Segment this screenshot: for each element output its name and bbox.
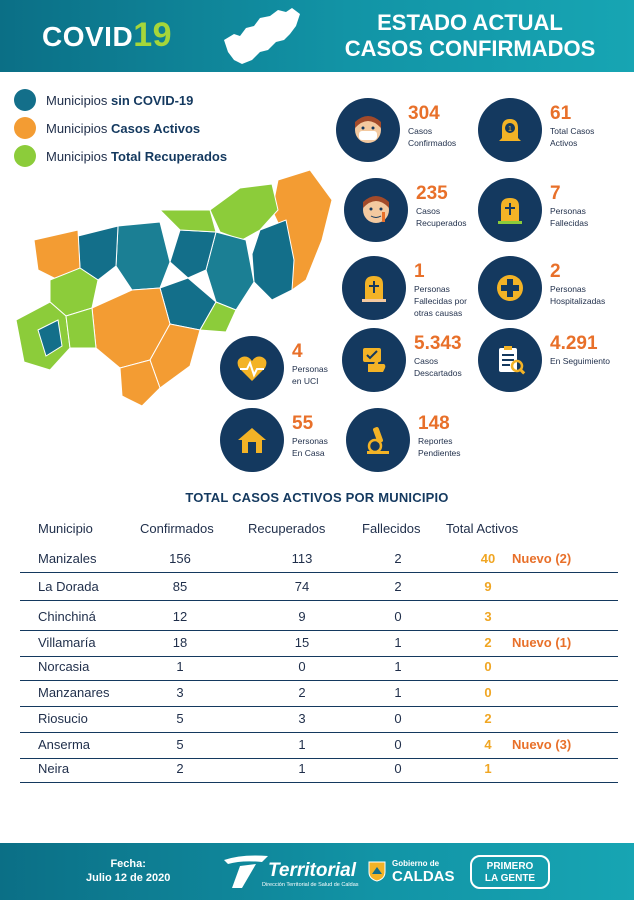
- tombstone-icon: [478, 178, 542, 242]
- gobierno-label: Gobierno de: [392, 859, 440, 868]
- cell-total-activos: 0: [484, 685, 492, 700]
- cell-municipio: La Dorada: [38, 579, 99, 594]
- table-title: TOTAL CASOS ACTIVOS POR MUNICIPIO: [185, 490, 449, 505]
- green-dot-icon: [14, 145, 36, 167]
- table-header: [0, 519, 634, 541]
- col-total-activos: Total Activos: [446, 521, 519, 536]
- cell-municipio: Norcasia: [38, 659, 90, 674]
- svg-text:1: 1: [508, 126, 512, 133]
- cell-fallecidos: 0: [394, 761, 402, 776]
- cell-recuperados: 1: [298, 761, 306, 776]
- table-row: [20, 657, 618, 681]
- cell-total-activos: 0: [484, 659, 492, 674]
- primero-la-gente-badge: PRIMERO LA GENTE: [470, 855, 550, 889]
- stat-fallecidos: 7 Personas Fallecidas: [478, 178, 588, 242]
- cell-recuperados: 2: [298, 685, 306, 700]
- table-row: [20, 681, 618, 707]
- stat-otras-causas: 1 Personas Fallecidas por otras causas: [342, 256, 467, 320]
- teal-dot-icon: [14, 89, 36, 111]
- stat-pendientes: 148 Reportes Pendientes: [346, 408, 461, 472]
- table-row: [20, 733, 618, 759]
- stat-activos: 1 61 Total Casos Activos: [478, 98, 594, 162]
- cell-confirmados: 18: [172, 635, 188, 650]
- cell-fallecidos: 2: [394, 579, 402, 594]
- thumbs-up-checklist-icon: [342, 328, 406, 392]
- cell-total-activos: 2: [484, 711, 492, 726]
- cell-municipio: Chinchiná: [38, 609, 96, 624]
- legend-item-sin-covid: Municipios sin COVID-19: [14, 86, 227, 114]
- cell-confirmados: 85: [172, 579, 188, 594]
- table-row: [20, 759, 618, 783]
- mask-face-icon: [336, 98, 400, 162]
- cell-total-activos: 1: [484, 761, 492, 776]
- table-row: [20, 573, 618, 601]
- cell-municipio: Riosucio: [38, 711, 88, 726]
- legend-item-recuperados: Municipios Total Recuperados: [14, 142, 227, 170]
- col-confirmados: Confirmados: [140, 521, 214, 536]
- caldas-label: CALDAS: [392, 868, 455, 885]
- cell-confirmados: 5: [176, 711, 184, 726]
- cell-municipio: Neira: [38, 761, 70, 776]
- cell-recuperados: 9: [298, 609, 306, 624]
- tombstone-icon: [342, 256, 406, 320]
- cell-confirmados: 5: [176, 737, 184, 752]
- covid19-logo: COVID19: [42, 16, 173, 54]
- caldas-shield-icon: [368, 860, 386, 882]
- cell-nuevo: Nuevo (2): [512, 551, 572, 566]
- cell-recuperados: 0: [298, 659, 306, 674]
- col-fallecidos: Fallecidos: [362, 521, 421, 536]
- table-row: [20, 631, 618, 657]
- cell-confirmados: 3: [176, 685, 184, 700]
- heartbeat-icon: [220, 336, 284, 400]
- cell-recuperados: 15: [294, 635, 310, 650]
- cell-fallecidos: 2: [394, 551, 402, 566]
- caldas-outline-icon: [220, 6, 304, 68]
- territorial-name: Territorial: [268, 860, 356, 881]
- cell-recuperados: 1: [298, 737, 306, 752]
- stat-casa: 55 Personas En Casa: [220, 408, 328, 472]
- cell-municipio: Villamaría: [38, 635, 96, 650]
- cell-total-activos: 9: [484, 579, 492, 594]
- cell-confirmados: 2: [176, 761, 184, 776]
- table-row: [20, 603, 618, 631]
- medical-cross-icon: [478, 256, 542, 320]
- cell-recuperados: 3: [298, 711, 306, 726]
- stat-seguimiento: 4.291 En Seguimiento: [478, 328, 610, 392]
- table-row: [20, 707, 618, 733]
- stat-descartados: 5.343 Casos Descartados: [342, 328, 462, 392]
- legend-item-activos: Municipios Casos Activos: [14, 114, 227, 142]
- cell-fallecidos: 0: [394, 711, 402, 726]
- house-icon: [220, 408, 284, 472]
- date-block: Fecha: Julio 12 de 2020: [86, 858, 171, 884]
- stat-confirmados: 304 Casos Confirmados: [336, 98, 456, 162]
- stat-recuperados: 235 Casos Recuperados: [344, 178, 467, 242]
- cell-nuevo: Nuevo (1): [512, 635, 572, 650]
- orange-dot-icon: [14, 117, 36, 139]
- cell-total-activos: 3: [484, 609, 492, 624]
- stat-hospitalizados: 2 Personas Hospitalizadas: [478, 256, 605, 320]
- thermometer-face-icon: [344, 178, 408, 242]
- cell-municipio: Manizales: [38, 551, 97, 566]
- cell-total-activos: 4: [484, 737, 492, 752]
- cell-fallecidos: 1: [394, 685, 402, 700]
- cell-recuperados: 113: [291, 551, 313, 566]
- cell-fallecidos: 0: [394, 737, 402, 752]
- territorial-subtitle: Dirección Territorial de Salud de Caldas: [262, 882, 359, 888]
- table-row: [20, 541, 618, 573]
- cell-nuevo: Nuevo (3): [512, 737, 572, 752]
- stat-uci: 4 Personas en UCI: [220, 336, 328, 400]
- cell-municipio: Anserma: [38, 737, 91, 752]
- col-recuperados: Recuperados: [248, 521, 326, 536]
- cell-confirmados: 1: [176, 659, 184, 674]
- bell-icon: [478, 98, 542, 162]
- microscope-icon: [346, 408, 410, 472]
- cell-confirmados: 12: [172, 609, 188, 624]
- page-title: ESTADO ACTUAL CASOS CONFIRMADOS: [344, 10, 596, 61]
- cell-total-activos: 2: [484, 635, 492, 650]
- map-legend: [14, 86, 227, 170]
- col-municipio: Municipio: [38, 521, 93, 536]
- clipboard-magnifier-icon: [478, 328, 542, 392]
- cell-fallecidos: 0: [394, 609, 402, 624]
- cell-fallecidos: 1: [394, 659, 402, 674]
- cell-municipio: Manzanares: [38, 685, 110, 700]
- cell-total-activos: 40: [480, 551, 496, 566]
- cell-fallecidos: 1: [394, 635, 402, 650]
- cell-confirmados: 156: [169, 551, 191, 566]
- cell-recuperados: 74: [294, 579, 310, 594]
